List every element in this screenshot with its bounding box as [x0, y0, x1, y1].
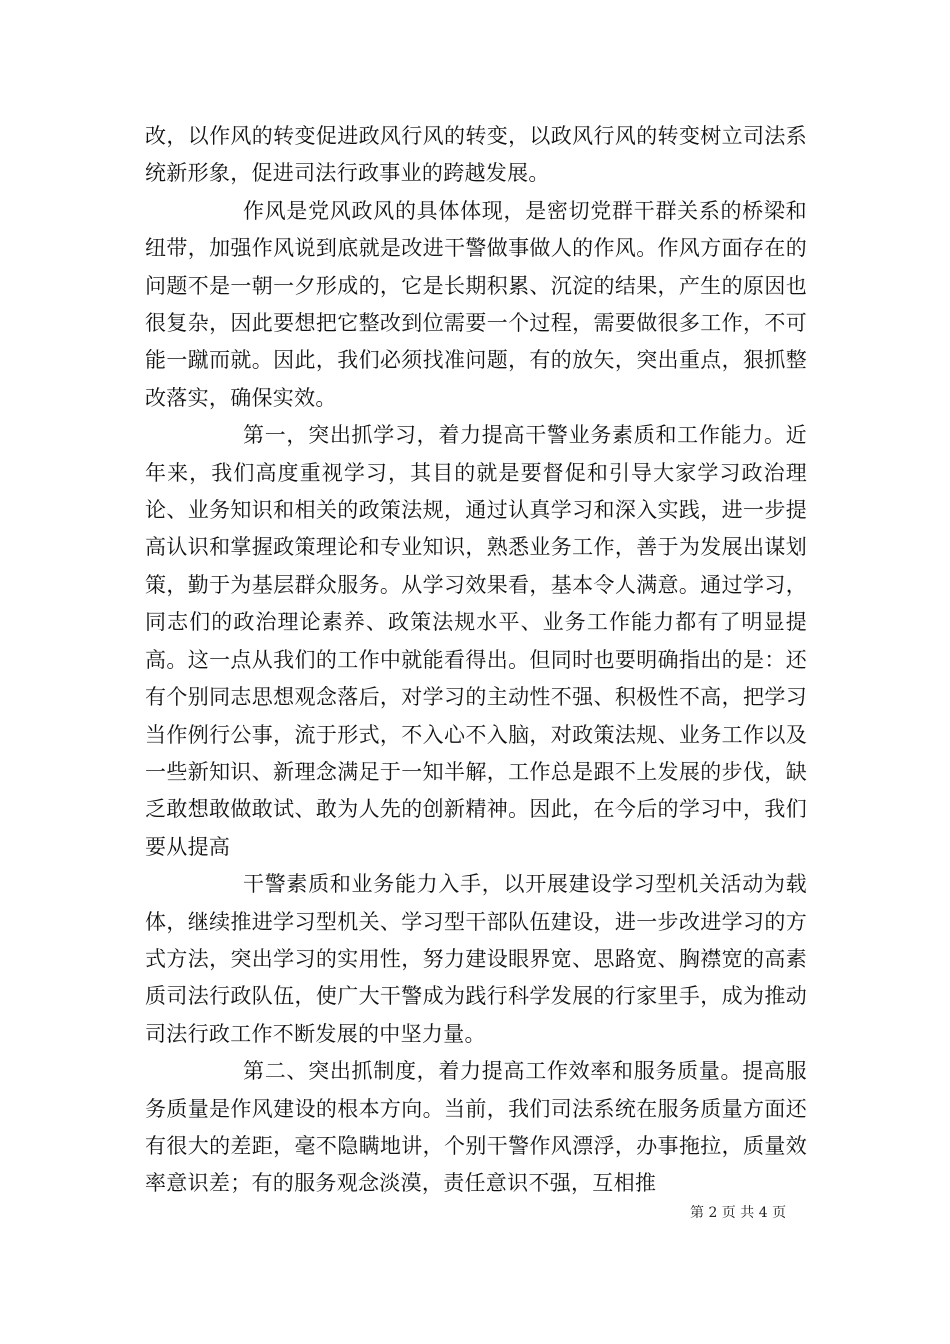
paragraph-4: 干警素质和业务能力入手，以开展建设学习型机关活动为载体，继续推进学习型机关、学习型干部队伍建设，进一步改进学习的方式方法，突出学习的实用性，努力建设眼界宽、思路宽、胸襟宽的高素质司法行政队伍，使广大干警成为践行科学发展的行家里手，成为推动司法行政工作不断发展的中坚力量。: [145, 872, 807, 1046]
paragraph-1: 改，以作风的转变促进政风行风的转变，以政风行风的转变树立司法系统新形象，促进司法行政事业的跨越发展。: [145, 124, 807, 186]
paragraph-3: 第一，突出抓学习，着力提高干警业务素质和工作能力。近年来，我们高度重视学习，其目的就是要督促和引导大家学习政治理论、业务知识和相关的政策法规，通过认真学习和深入实践，进一步提高认识和掌握政策理论和专业知识，熟悉业务工作，善于为发展出谋划策，勤于为基层群众服务。从学习效果看，基本令人满意。通过学习，同志们的政治理论素养、政策法规水平、业务工作能力都有了明显提高。这一点从我们的工作中就能看得出。但同时也要明确指出的是：还有个别同志思想观念落后，对学习的主动性不强、积极性不高，把学习当作例行公事，流于形式，不入心不入脑，对政策法规、业务工作以及一些新知识、新理念满足于一知半解，工作总是跟不上发展的步伐，缺乏敢想敢做敢试、敢为人先的创新精神。因此，在今后的学习中，我们要从提高: [145, 423, 807, 859]
paragraph-5: 第二、突出抓制度，着力提高工作效率和服务质量。提高服务质量是作风建设的根本方向。当前，我们司法系统在服务质量方面还有很大的差距，毫不隐瞒地讲，个别干警作风漂浮，办事拖拉，质量效率意识差；有的服务观念淡漠，责任意识不强，互相推: [145, 1059, 807, 1196]
page-number-footer: 第 2 页 共 4 页: [690, 1205, 787, 1221]
paragraph-2: 作风是党风政风的具体体现，是密切党群干群关系的桥梁和纽带，加强作风说到底就是改进干警做事做人的作风。作风方面存在的问题不是一朝一夕形成的，它是长期积累、沉淀的结果，产生的原因也很复杂，因此要想把它整改到位需要一个过程，需要做很多工作，不可能一蹴而就。因此，我们必须找准问题，有的放矢，突出重点，狠抓整改落实，确保实效。: [145, 198, 807, 410]
document-body: [145, 118, 807, 1203]
